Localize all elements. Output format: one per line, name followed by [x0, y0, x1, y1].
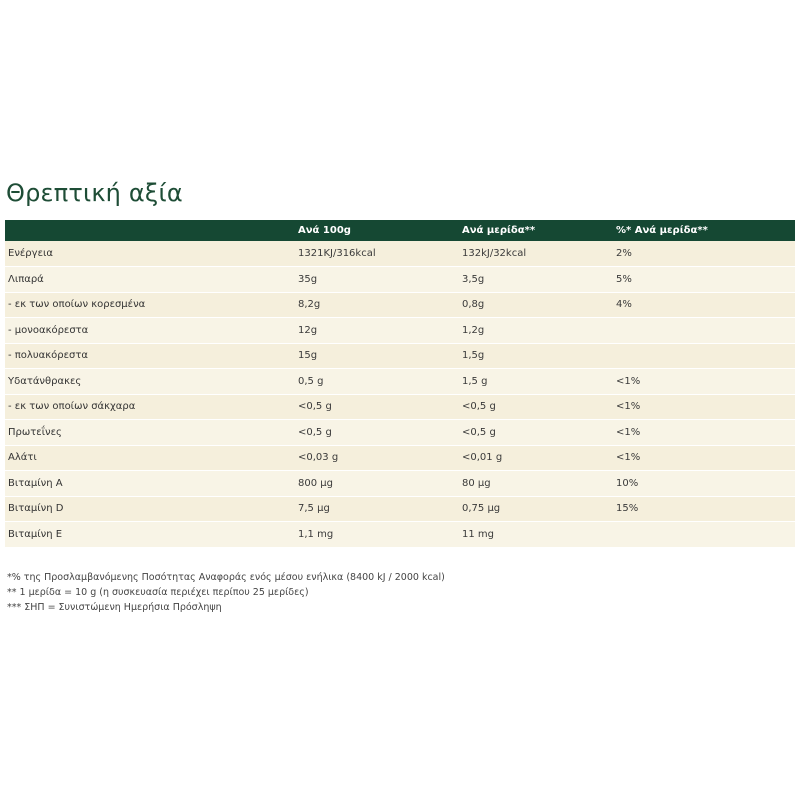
- table-header: [5, 220, 795, 241]
- per-100g-value: 7,5 µg: [295, 496, 459, 522]
- nutrition-table: [5, 220, 795, 548]
- per-100g-value: 1,1 mg: [295, 522, 459, 548]
- nutrient-name: - εκ των οποίων κορεσμένα: [5, 292, 295, 318]
- percent-value: <1%: [613, 394, 795, 420]
- table-row: [5, 471, 795, 497]
- percent-value: 5%: [613, 267, 795, 293]
- table-row: [5, 522, 795, 548]
- nutrient-name: - πολυακόρεστα: [5, 343, 295, 369]
- table-row: [5, 343, 795, 369]
- percent-value: 2%: [613, 241, 795, 267]
- footnote-serving-size: ** 1 μερίδα = 10 g (η συσκευασία περιέχει περίπου 25 μερίδες): [7, 587, 309, 598]
- per-100g-value: 8,2g: [295, 292, 459, 318]
- percent-value: <1%: [613, 369, 795, 395]
- per-100g-value: <0,5 g: [295, 394, 459, 420]
- percent-value: <1%: [613, 445, 795, 471]
- nutrient-name: Βιταμίνη Ε: [5, 522, 295, 548]
- table-row: [5, 241, 795, 267]
- per-serving-value: 1,5 g: [459, 369, 613, 395]
- per-serving-value: <0,5 g: [459, 394, 613, 420]
- per-serving-value: 3,5g: [459, 267, 613, 293]
- per-serving-value: 1,2g: [459, 318, 613, 344]
- per-100g-value: 0,5 g: [295, 369, 459, 395]
- header-cell-percent-per-serving: %* Ανά μερίδα**: [616, 225, 708, 236]
- nutrient-name: Λιπαρά: [5, 267, 295, 293]
- per-serving-value: <0,01 g: [459, 445, 613, 471]
- header-cell-per-serving: Ανά μερίδα**: [462, 225, 536, 236]
- table-row: [5, 394, 795, 420]
- per-serving-value: 1,5g: [459, 343, 613, 369]
- per-100g-value: 35g: [295, 267, 459, 293]
- percent-value: [613, 522, 795, 548]
- per-100g-value: <0,5 g: [295, 420, 459, 446]
- per-100g-value: 12g: [295, 318, 459, 344]
- per-100g-value: 1321KJ/316kcal: [295, 241, 459, 267]
- per-100g-value: 800 µg: [295, 471, 459, 497]
- percent-value: 4%: [613, 292, 795, 318]
- table-row: [5, 292, 795, 318]
- nutrient-name: Πρωτεΐνες: [5, 420, 295, 446]
- page-title: Θρεπτική αξία: [6, 179, 183, 207]
- footnote-rda: *** ΣΗΠ = Συνιστώμενη Ημερήσια Πρόσληψη: [7, 602, 222, 613]
- per-serving-value: 80 µg: [459, 471, 613, 497]
- nutrient-name: - μονοακόρεστα: [5, 318, 295, 344]
- header-cell-nutrient: [5, 220, 295, 241]
- per-serving-value: <0,5 g: [459, 420, 613, 446]
- nutrient-name: Ενέργεια: [5, 241, 295, 267]
- footnotes: [7, 570, 445, 615]
- table-row: [5, 267, 795, 293]
- per-serving-value: 11 mg: [459, 522, 613, 548]
- per-serving-value: 0,75 µg: [459, 496, 613, 522]
- percent-value: 10%: [613, 471, 795, 497]
- nutrient-name: Βιταμίνη D: [5, 496, 295, 522]
- header-cell-per-100g: Ανά 100g: [298, 225, 351, 236]
- nutrient-name: Αλάτι: [5, 445, 295, 471]
- per-serving-value: 132kJ/32kcal: [459, 241, 613, 267]
- table-body: [5, 241, 795, 547]
- per-100g-value: <0,03 g: [295, 445, 459, 471]
- table-row: [5, 445, 795, 471]
- percent-value: 15%: [613, 496, 795, 522]
- percent-value: <1%: [613, 420, 795, 446]
- nutrient-name: - εκ των οποίων σάκχαρα: [5, 394, 295, 420]
- nutrient-name: Βιταμίνη Α: [5, 471, 295, 497]
- per-serving-value: 0,8g: [459, 292, 613, 318]
- footnote-reference-intake: *% της Προσλαμβανόμενης Ποσότητας Αναφοράς ενός μέσου ενήλικα (8400 kJ / 2000 kcal): [7, 572, 445, 583]
- table-row: [5, 318, 795, 344]
- percent-value: [613, 343, 795, 369]
- nutrient-name: Υδατάνθρακες: [5, 369, 295, 395]
- per-100g-value: 15g: [295, 343, 459, 369]
- percent-value: [613, 318, 795, 344]
- table-row: [5, 369, 795, 395]
- header-row: [5, 220, 795, 241]
- table-row: [5, 496, 795, 522]
- table-row: [5, 420, 795, 446]
